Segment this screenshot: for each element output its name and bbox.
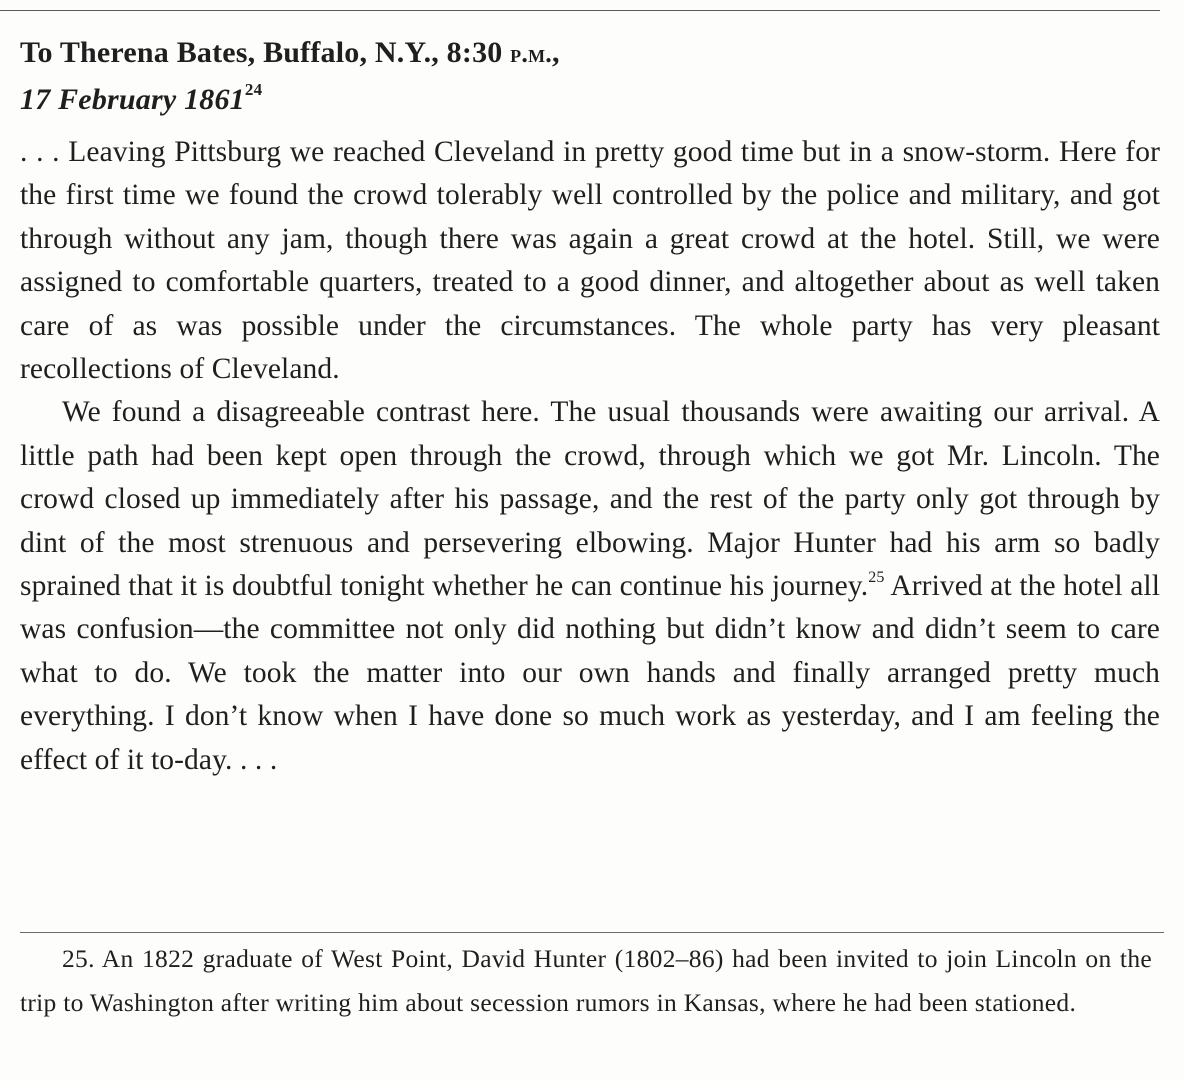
paragraph-buffalo-text-1: We found a disagreeable contrast here. The usual thousands were awaiting our arrival. A little path had been kept open through the crowd, through which we got Mr. Lincoln. The crowd closed up immediately after his passage, and the rest of the party only got through by dint of the most strenuous and persevering elbowing. Major Hunter had his arm so badly sprained that it is doubtful tonight whether he can continue his journey. <box>20 396 1160 603</box>
footnote-reference-25: 25 <box>868 569 885 587</box>
footnote-25: 25. An 1822 graduate of West Point, David Hunter (1802–86) had been invited to join Lincoln on the trip to Washington after writing him about secession rumors in Kansas, where he had been stationed. <box>20 944 1152 1017</box>
heading-recipient-place-time: To Therena Bates, Buffalo, N.Y., 8:30 <box>20 36 511 69</box>
letter-heading <box>20 30 1160 123</box>
heading-time-period: p.m. <box>510 39 552 68</box>
top-rule <box>0 10 1160 11</box>
paragraph-buffalo <box>20 391 1160 782</box>
letter-page <box>20 30 1160 782</box>
paragraph-buffalo-text-2: Arrived at the hotel all was confusion—the committee not only did nothing but didn’t know and didn’t seem to care what to do. We took the matter into our own hands and finally arranged pretty much everything. I don’t know when I have done so much work as yesterday, and I am feeling the effect of it to-day. . . . <box>20 570 1160 776</box>
heading-date: 17 February 1861 <box>20 83 245 116</box>
heading-comma: , <box>551 36 560 69</box>
footnote-reference-24: 24 <box>244 80 263 99</box>
paragraph-cleveland: . . . Leaving Pittsburg we reached Cleveland in pretty good time but in a snow-storm. Here for the first time we found the crowd tolerably well controlled by the police and military, and got through without any jam, though there was again a great crowd at the hotel. Still, we were assigned to comfortable quarters, treated to a good dinner, and altogether about as well taken care of as was possible under the circumstances. The whole party has very pleasant recollections of Cleveland. <box>20 136 1160 386</box>
letter-body <box>20 131 1160 782</box>
footnote-rule <box>20 932 1164 933</box>
